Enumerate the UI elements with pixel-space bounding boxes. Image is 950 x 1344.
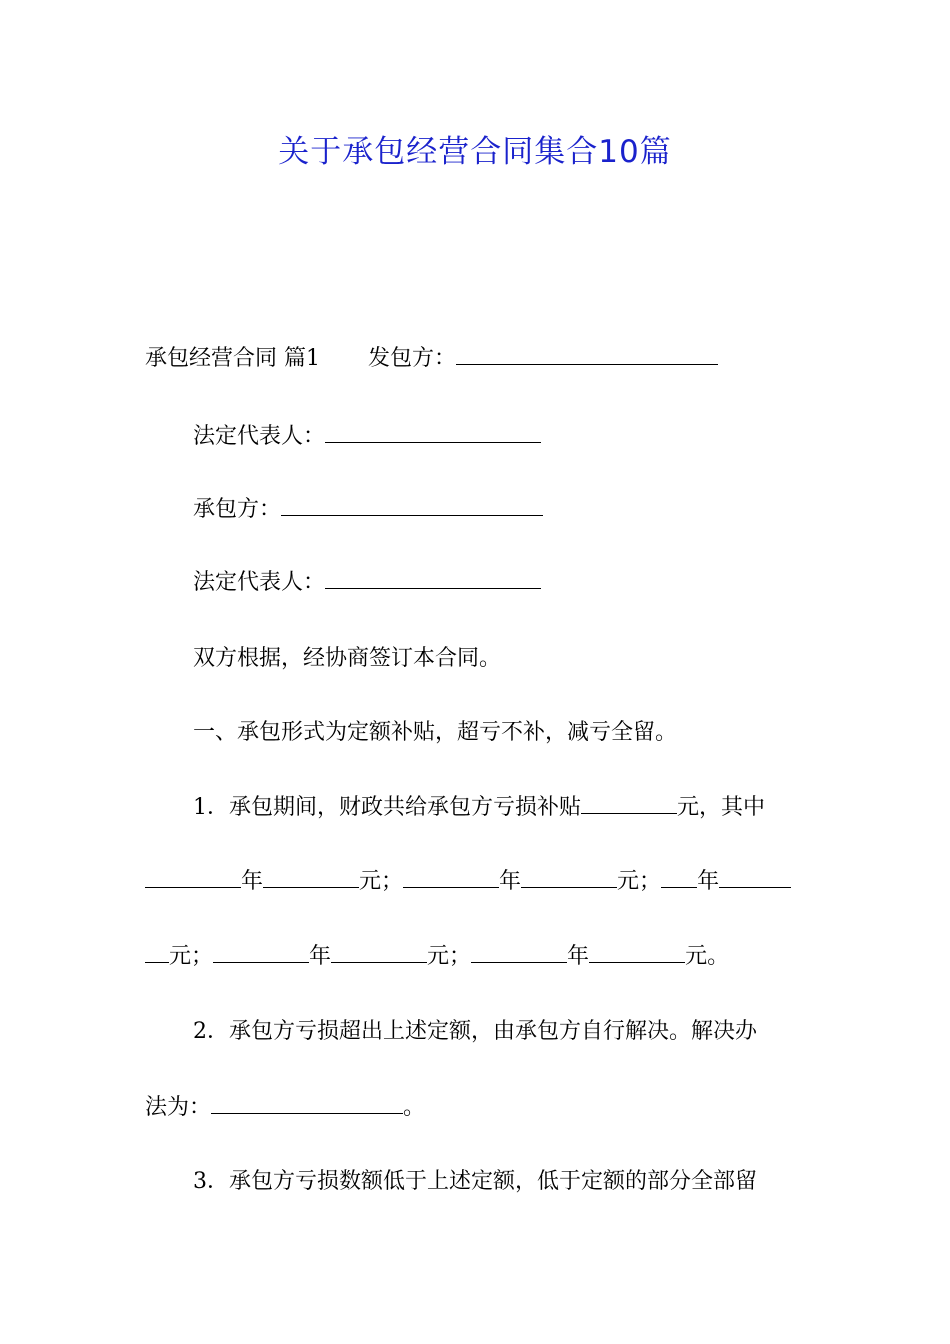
clause-1-1-line-1 xyxy=(193,792,950,824)
yuan-unit: 元； xyxy=(617,869,662,894)
year-unit: 年 xyxy=(241,869,264,894)
yuan-unit: 元； xyxy=(359,869,404,894)
clause-1-1-line-3 xyxy=(145,941,950,973)
contractor-label: 承包方： xyxy=(193,497,282,522)
issuer-representative-label: 法定代表人： xyxy=(193,424,326,449)
amount-blank xyxy=(331,944,427,963)
year-blank xyxy=(145,869,241,888)
clause-1-2-line-1: 2．承包方亏损超出上述定额，由承包方自行解决。解决办 xyxy=(193,1019,757,1044)
contract-heading-line xyxy=(145,343,950,375)
yuan-unit: 元。 xyxy=(685,944,730,969)
solution-blank xyxy=(211,1095,403,1114)
paragraph-intro: 双方根据，经协商签订本合同。 xyxy=(193,646,502,671)
subsidy-total-blank xyxy=(581,795,677,814)
amount-blank xyxy=(521,869,617,888)
year-blank xyxy=(661,869,697,888)
contractor-representative-line xyxy=(193,567,950,599)
issuer-representative-blank xyxy=(325,424,541,443)
year-blank xyxy=(471,944,567,963)
year-unit: 年 xyxy=(567,944,590,969)
clause-1-1-line-2 xyxy=(145,866,950,898)
contractor-blank xyxy=(281,497,543,516)
contractor-representative-blank xyxy=(325,570,541,589)
issuer-blank xyxy=(456,346,718,365)
amount-blank xyxy=(145,944,169,963)
year-unit: 年 xyxy=(697,869,720,894)
clause-1-3-line-1: 3．承包方亏损数额低于上述定额，低于定额的部分全部留 xyxy=(193,1169,757,1194)
issuer-label: 发包方： xyxy=(368,346,457,371)
amount-blank xyxy=(263,869,359,888)
yuan-unit: 元； xyxy=(427,944,472,969)
contract-part-label: 承包经营合同 篇1 xyxy=(145,346,320,371)
year-unit: 年 xyxy=(499,869,522,894)
amount-blank xyxy=(719,869,791,888)
clause-1-1-tail: 元，其中 xyxy=(677,795,766,820)
year-blank xyxy=(403,869,499,888)
solution-label: 法为： xyxy=(145,1095,212,1120)
clause-1-1-text: 1．承包期间，财政共给承包方亏损补贴 xyxy=(193,795,581,820)
year-unit: 年 xyxy=(309,944,332,969)
year-blank xyxy=(213,944,309,963)
contractor-line xyxy=(193,494,950,526)
contractor-representative-label: 法定代表人： xyxy=(193,570,326,595)
document-title: 关于承包经营合同集合10篇 xyxy=(278,134,672,170)
yuan-unit: 元； xyxy=(169,944,214,969)
clause-1-2-line-2 xyxy=(145,1092,950,1124)
period-mark: 。 xyxy=(403,1095,426,1120)
issuer-representative-line xyxy=(193,421,950,453)
amount-blank xyxy=(589,944,685,963)
clause-1-heading: 一、承包形式为定额补贴，超亏不补，减亏全留。 xyxy=(193,720,678,745)
